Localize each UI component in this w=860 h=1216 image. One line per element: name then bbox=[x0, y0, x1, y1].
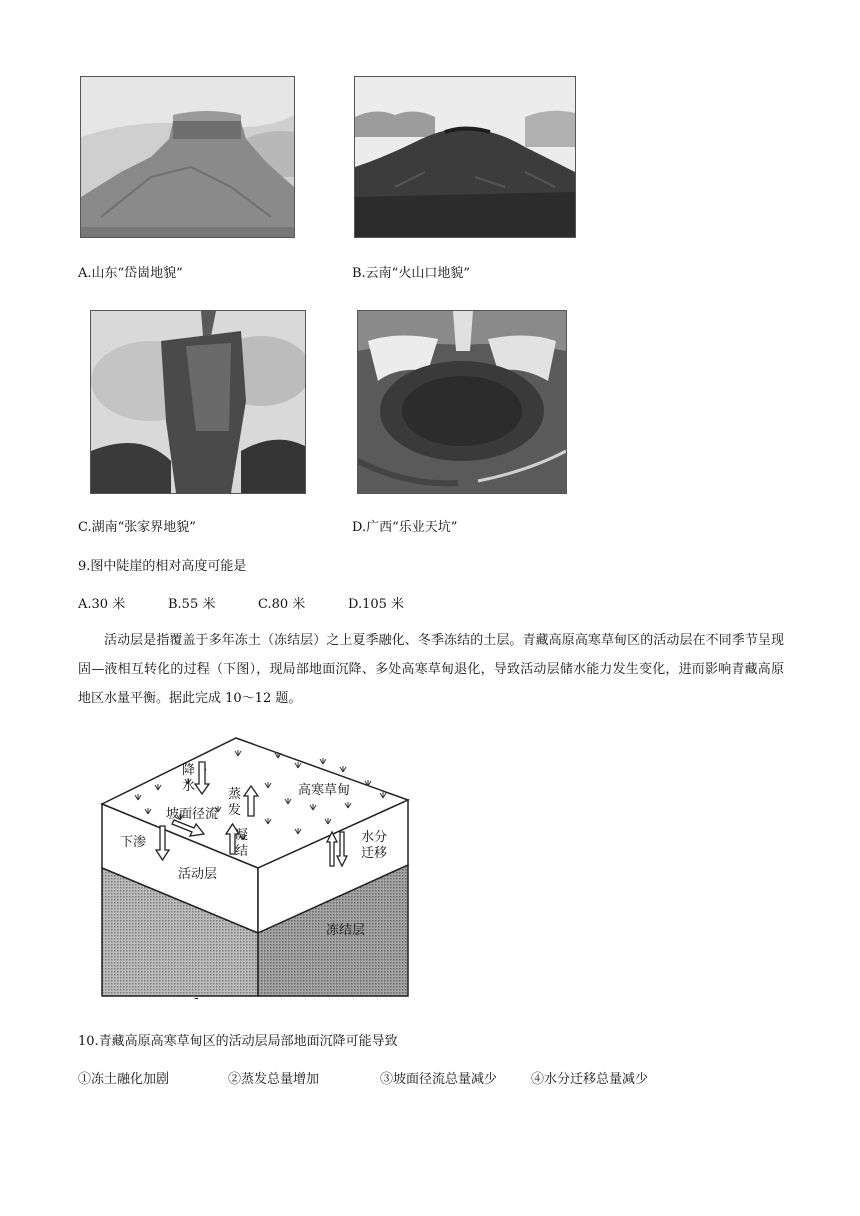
caption-b: B.云南“火山口地貌” bbox=[352, 266, 470, 281]
reading-passage: 活动层是指覆盖于多年冻土（冻结层）之上夏季融化、冬季冻结的土层。青藏高原高寒草甸区的活动层在不同季节呈现固—液相互转化的过程（下图），现局部地面沉降、多处高寒草甸退化，导致活动层储水能力发生变化，进而影响青藏高原地区水量平衡。据此完成 10～12 题。 bbox=[78, 633, 784, 706]
question-10-option-4: ④水分迁移总量减少 bbox=[531, 1072, 649, 1087]
stray-mark: - bbox=[194, 991, 199, 1004]
label-migration-1: 水分 bbox=[361, 830, 388, 845]
question-9-option-a: A.30 米 bbox=[78, 597, 126, 612]
active-layer-diagram bbox=[78, 728, 423, 1004]
question-9-option-c: C.80 米 bbox=[258, 597, 306, 612]
label-condensation-1: 凝 bbox=[235, 828, 249, 843]
label-frozen-layer: 冻结层 bbox=[326, 923, 366, 938]
label-migration-2: 迁移 bbox=[361, 846, 388, 861]
caption-d: D.广西“乐业天坑” bbox=[352, 520, 458, 535]
photo-a-daigu bbox=[80, 76, 295, 238]
question-9-option-b: B.55 米 bbox=[168, 597, 216, 612]
question-10-stem: 10.青藏高原高寒草甸区的活动层局部地面沉降可能导致 bbox=[78, 1034, 398, 1049]
label-precipitation-1: 降 bbox=[182, 763, 196, 778]
caption-a: A.山东“岱崮地貌” bbox=[78, 266, 183, 281]
question-10-option-2: ②蒸发总量增加 bbox=[228, 1072, 320, 1087]
label-precipitation-2: 水 bbox=[182, 779, 196, 794]
label-grassland: 高寒草甸 bbox=[298, 783, 351, 798]
label-condensation-2: 结 bbox=[235, 844, 249, 859]
label-evaporation-2: 发 bbox=[228, 803, 242, 818]
photo-b-volcano bbox=[354, 76, 576, 238]
label-evaporation-1: 蒸 bbox=[228, 787, 242, 802]
label-active-layer: 活动层 bbox=[178, 867, 218, 882]
question-10-option-1: ①冻土融化加剧 bbox=[78, 1072, 170, 1087]
label-infiltration: 下渗 bbox=[120, 835, 147, 850]
photo-d-tiankeng bbox=[357, 310, 567, 494]
question-9-stem: 9.图中陡崖的相对高度可能是 bbox=[78, 559, 247, 574]
caption-c: C.湖南“张家界地貌” bbox=[78, 520, 196, 535]
question-9-option-d: D.105 米 bbox=[348, 597, 405, 612]
label-runoff: 坡面径流 bbox=[166, 807, 219, 822]
photo-c-zhangjiajie bbox=[90, 310, 306, 494]
question-10-option-3: ③坡面径流总量减少 bbox=[380, 1072, 498, 1087]
